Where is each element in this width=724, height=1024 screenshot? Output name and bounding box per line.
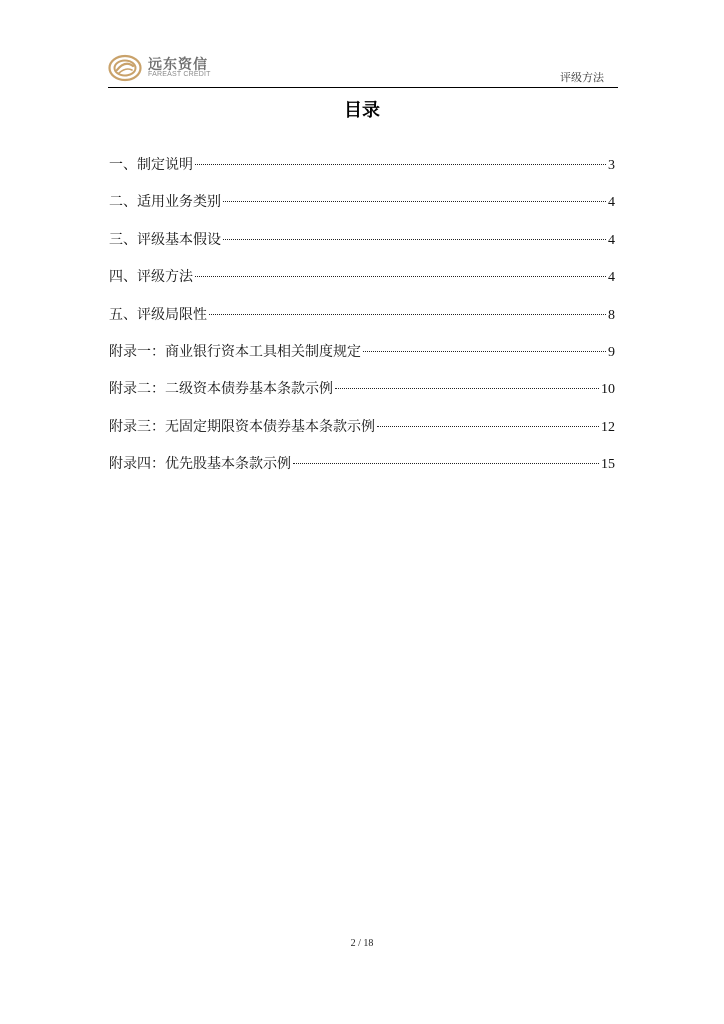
toc-entry-8[interactable] — [109, 449, 615, 486]
company-logo — [108, 54, 248, 88]
page-header — [108, 50, 618, 88]
logo-text-chinese: 远东资信 — [148, 57, 208, 73]
toc-entry-label: 四、评级方法 — [109, 269, 193, 286]
toc-entry-2[interactable] — [109, 225, 615, 262]
toc-dot-leader — [195, 276, 606, 277]
header-section-title: 评级方法 — [560, 71, 604, 84]
toc-entry-page: 8 — [608, 307, 615, 323]
toc-entry-label: 五、评级局限性 — [109, 306, 207, 323]
toc-entry-page: 3 — [608, 158, 615, 173]
toc-entry-5[interactable] — [109, 337, 615, 374]
toc-entry-6[interactable] — [109, 374, 615, 411]
toc-entry-label: 附录二：二级资本债券基本条款示例 — [109, 381, 333, 398]
toc-entry-page: 4 — [608, 270, 615, 286]
toc-dot-leader — [209, 314, 606, 315]
toc-entry-page: 9 — [608, 344, 615, 360]
toc-dot-leader — [363, 351, 606, 352]
toc-entry-page: 4 — [608, 195, 615, 211]
toc-dot-leader — [293, 463, 599, 464]
toc-title: 目录 — [344, 100, 380, 121]
toc-dot-leader — [195, 164, 606, 165]
toc-entry-7[interactable] — [109, 412, 615, 449]
toc-entry-label: 附录一：商业银行资本工具相关制度规定 — [109, 343, 361, 360]
toc-entry-label: 附录三：无固定期限资本债券基本条款示例 — [109, 418, 375, 435]
toc-entry-label: 二、适用业务类别 — [109, 194, 221, 211]
table-of-contents — [109, 150, 615, 487]
toc-entry-0[interactable] — [109, 150, 615, 187]
toc-entry-3[interactable] — [109, 262, 615, 299]
toc-dot-leader — [335, 388, 599, 389]
toc-entry-page: 4 — [608, 232, 615, 248]
header-divider — [108, 87, 618, 88]
toc-dot-leader — [223, 201, 606, 202]
toc-entry-1[interactable] — [109, 187, 615, 224]
toc-entry-4[interactable] — [109, 300, 615, 337]
toc-dot-leader — [377, 426, 599, 427]
toc-entry-label: 三、评级基本假设 — [109, 231, 221, 248]
toc-entry-label: 一、制定说明 — [109, 157, 193, 173]
toc-entry-label: 附录四：优先股基本条款示例 — [109, 456, 291, 473]
logo-text-english: FAREAST CREDIT — [148, 71, 211, 78]
toc-entry-page: 12 — [601, 419, 615, 435]
toc-dot-leader — [223, 239, 606, 240]
toc-entry-page: 15 — [601, 457, 615, 473]
fareast-credit-logo-icon — [108, 54, 142, 82]
toc-entry-page: 10 — [601, 382, 615, 398]
page-number-footer: 2 / 18 — [350, 938, 374, 949]
